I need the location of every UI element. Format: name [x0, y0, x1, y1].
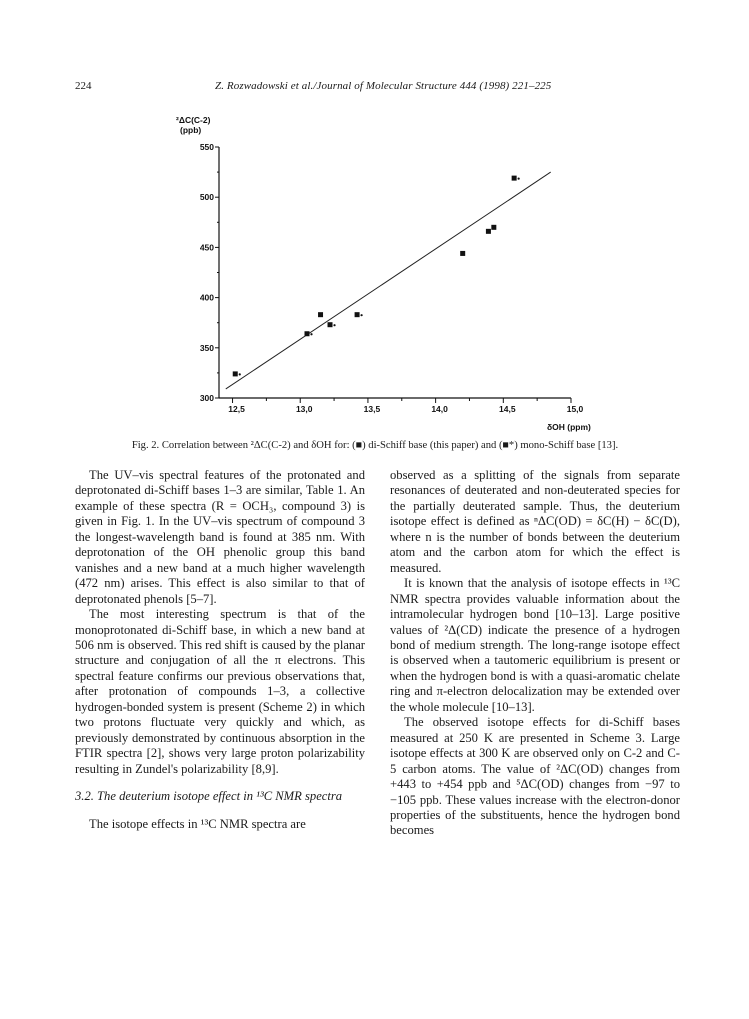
left-paragraph-2: The most interesting spectrum is that of the monoprotonated di-Schiff base, in which a new band at 506 nm is observed. This red shift is caused by the planar structure and conjugation of all the π electrons. This spectral feature confirms our previous observations that, after protonation of compounds 1–3, a collective hydrogen-bonded system is present (Scheme 2) in which two protons fluctuate very quickly and which, as previously demonstrated by continuous absorption in the FTIR spectra [2], shows very large proton polarizability resulting in Zundel's polarizability [8,9].: [75, 607, 365, 776]
fit-line: [226, 172, 551, 389]
figure-caption: Fig. 2. Correlation between ²ΔC(C-2) and δOH for: (■) di-Schiff base (this paper) and (■*) mono-Schiff base [13].: [131, 440, 619, 451]
left-column: [75, 468, 365, 832]
y-tick-label: 500: [199, 192, 214, 203]
x-axis-label: δOH (ppm): [547, 422, 591, 432]
right-column: [390, 468, 680, 839]
y-tick-label: 300: [199, 393, 214, 403]
page-number: 224: [75, 80, 92, 92]
mono-schiff-point: [355, 312, 360, 317]
asterisk-marker: [518, 178, 520, 180]
right-paragraph-3: The observed isotope effects for di-Schiff bases measured at 250 K are presented in Scheme 3. Large isotope effects at 300 K are observed only on C-2 and C-5 carbon atoms. The value of ²ΔC(OD) changes from +443 to +454 ppb and ⁵ΔC(OD) changes from −97 to −105 ppb. These values increase with the electron-donor properties of the substituents, hence the hydrogen bond becomes: [390, 715, 680, 838]
x-tick-label: 14,5: [499, 404, 516, 414]
y-tick-label: 350: [199, 342, 214, 353]
mono-schiff-point: [233, 371, 238, 376]
di-schiff-point: [318, 312, 323, 317]
x-tick-label: 14,0: [431, 404, 448, 414]
correlation-chart: [0, 0, 749, 440]
y-axis-label-line1: ²ΔC(C-2): [176, 115, 211, 125]
di-schiff-point: [460, 251, 465, 256]
y-axis-label-line2: (ppb): [180, 125, 202, 135]
x-tick-label: 12,5: [228, 404, 245, 414]
x-tick-label: 15,0: [566, 404, 584, 414]
left-paragraph-3: The isotope effects in ¹³C NMR spectra are: [89, 816, 306, 831]
left-paragraph-1: The UV–vis spectral features of the protonated and deprotonated di-Schiff bases 1–3 are similar, Table 1. An example of these spectra (R = OCH₃, compound 3) is given in Fig. 1. In the UV–vis spectrum of compound 3 the longest-wavelength band is found at 385 nm. With deprotonation of the OH phenolic group this band vanishes and a new band at a much higher wavelength (472 nm) arises. This effect is also similar to that of deprotonated phenols [5–7].: [75, 468, 365, 606]
mono-schiff-point: [512, 176, 517, 181]
y-tick-label: 450: [199, 242, 214, 253]
y-tick-label: 550: [199, 142, 214, 152]
di-schiff-point: [491, 225, 496, 230]
running-title: Z. Rozwadowski et al./Journal of Molecular Structure 444 (1998) 221–225: [215, 80, 552, 92]
right-paragraph-2: It is known that the analysis of isotope effects in ¹³C NMR spectra provides valuable information about the intramolecular hydrogen bond [10–13]. Large positive values of ²Δ(CD) indicate the presence of a hydrogen bond of medium strength. The long-range isotope effect is observed when a tautomeric equilibrium is present or when the hydrogen bond is with a quasi-aromatic chelate ring and π-electron delocalization may be extended over the whole molecule [10–13].: [390, 576, 680, 714]
right-paragraph-1: observed as a splitting of the signals from separate resonances of deuterated and non-deuterated species for the partially deuterated sample. Thus, the deuterium isotope effect is defined as ⁿΔC(OD) = δC(H) − δC(D), where n is the number of bonds between the deuterium atom and the carbon atom for which the effect is measured.: [390, 468, 680, 575]
di-schiff-point: [486, 229, 491, 234]
section-heading: 3.2. The deuterium isotope effect in ¹³C NMR spectra: [75, 789, 343, 804]
y-tick-label: 400: [199, 292, 214, 303]
mono-schiff-point: [328, 322, 333, 327]
x-tick-label: 13,0: [295, 404, 313, 414]
asterisk-marker: [333, 324, 335, 326]
mono-schiff-point: [305, 331, 310, 336]
chart-marks: [226, 172, 551, 389]
asterisk-marker: [360, 314, 362, 316]
asterisk-marker: [239, 373, 241, 375]
x-tick-label: 13,5: [363, 404, 381, 414]
asterisk-marker: [310, 333, 312, 335]
